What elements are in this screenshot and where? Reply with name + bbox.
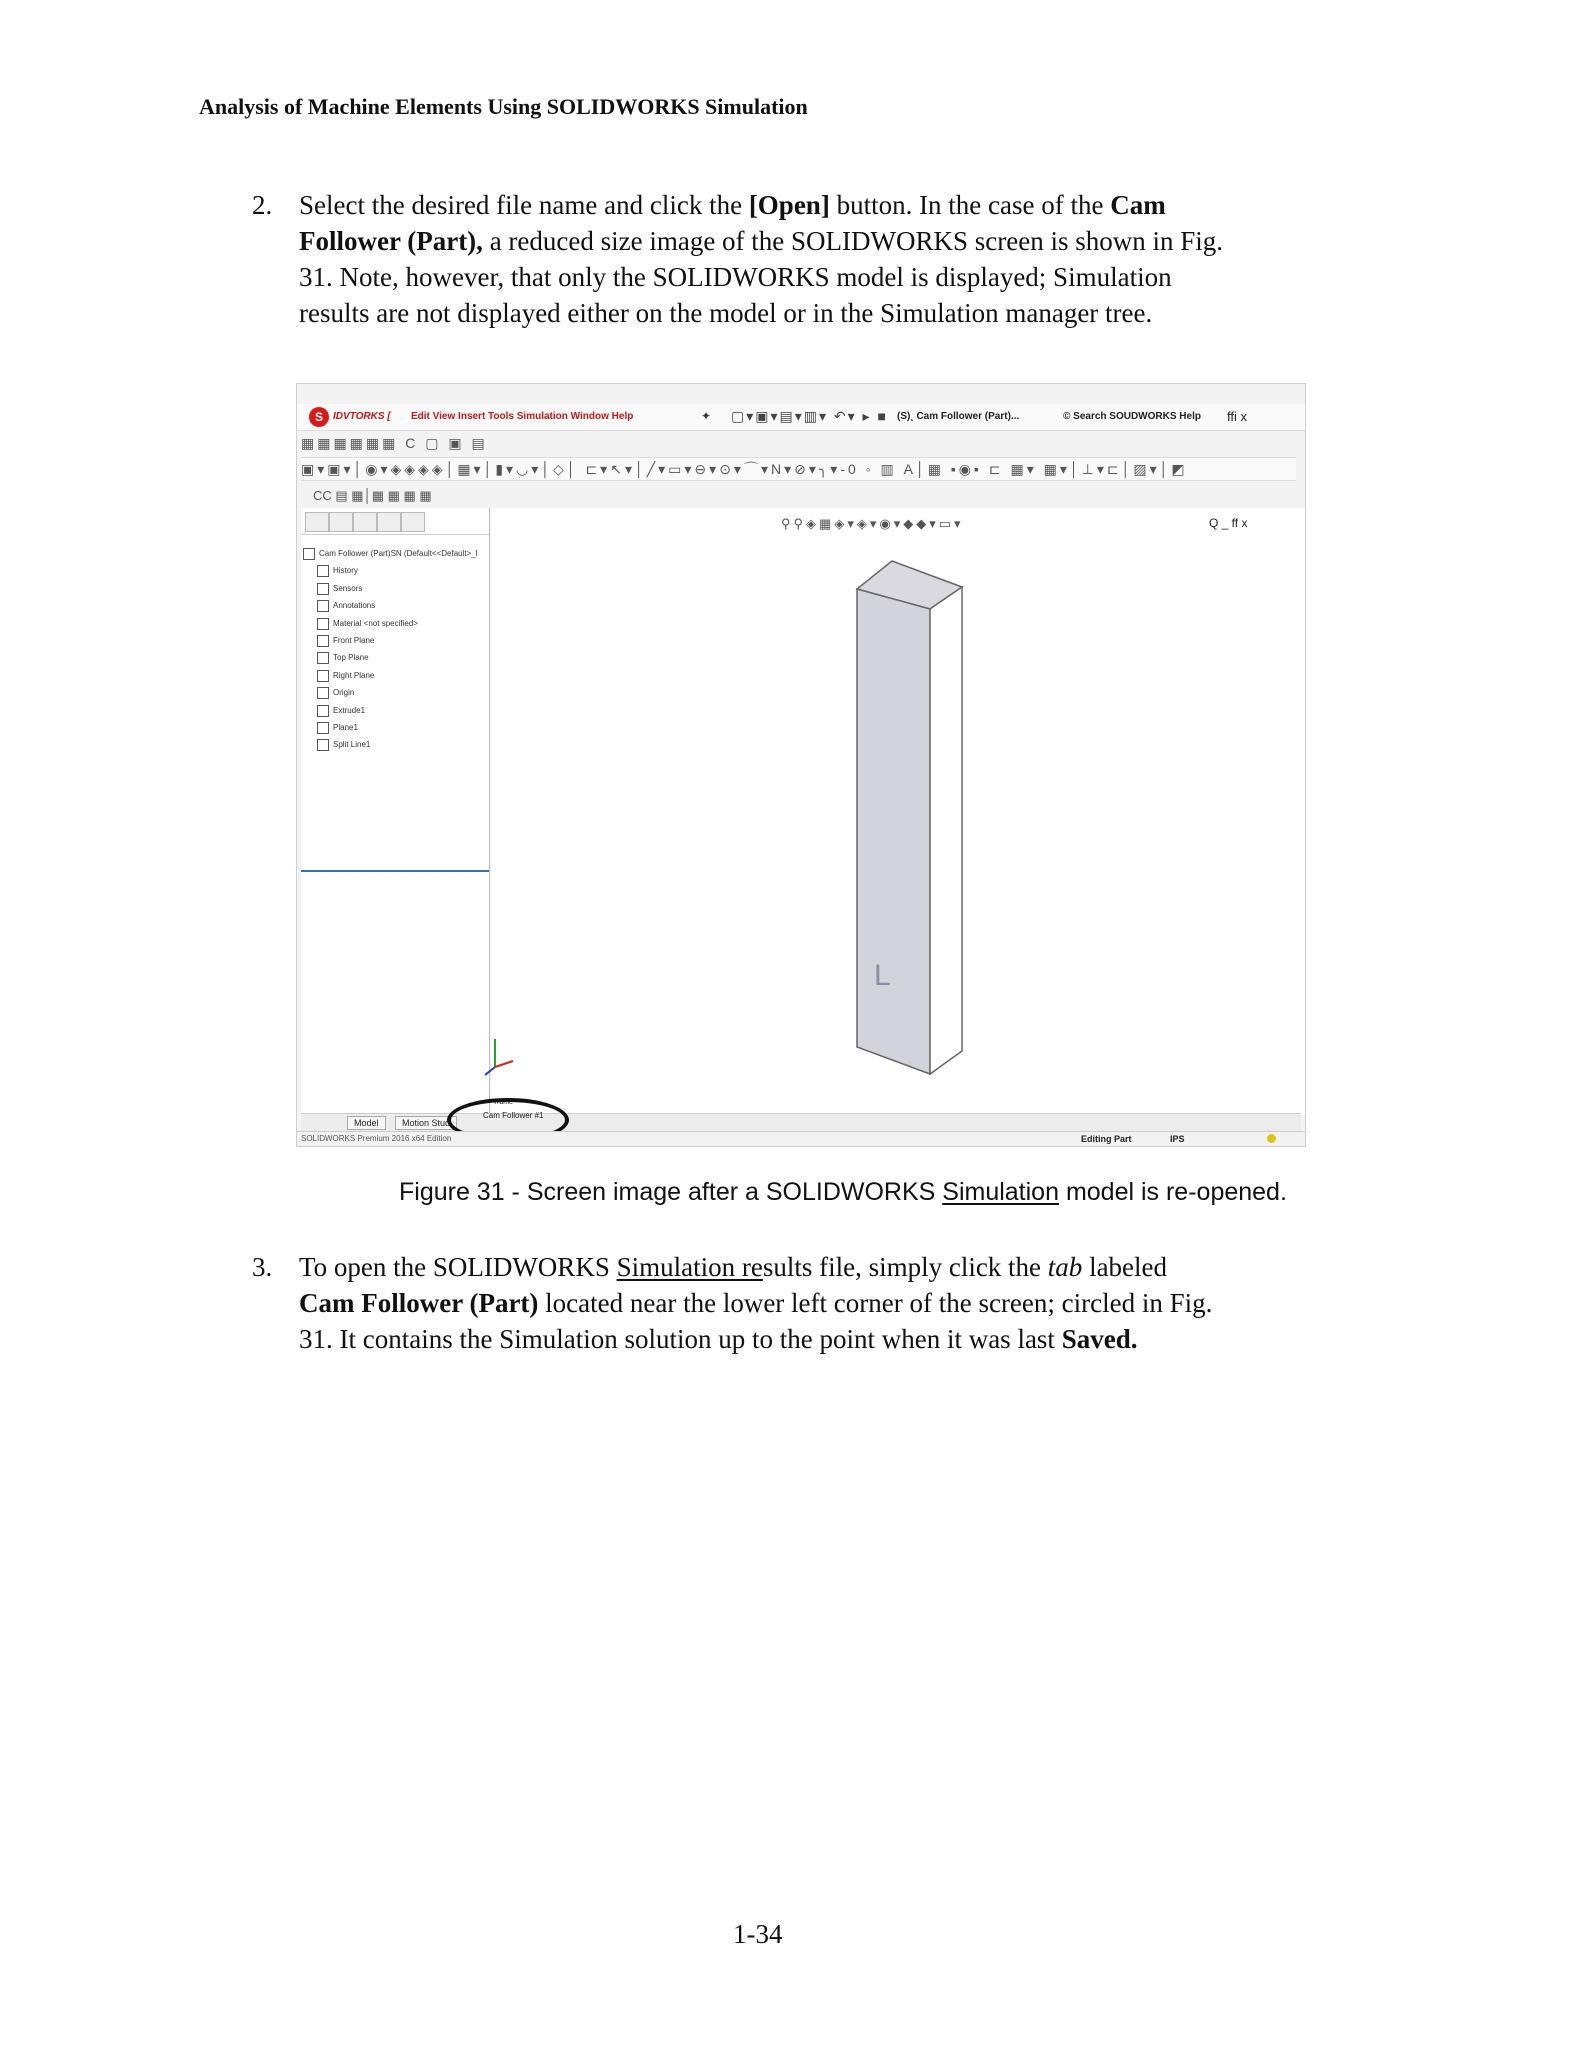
origin-icon — [317, 687, 329, 699]
part-side-face — [930, 587, 962, 1074]
tree-item-extrude1[interactable]: Extrude1 — [303, 705, 478, 722]
solidworks-screenshot — [296, 383, 1306, 1147]
step-3-number: 3. — [252, 1252, 273, 1282]
status-mode: Editing Part — [1081, 1134, 1132, 1144]
material-icon — [317, 618, 329, 630]
tab-cam-follower[interactable]: Cam Follower #1 — [483, 1111, 544, 1120]
solidworks-logo-icon: S — [309, 407, 329, 427]
status-edition: SOLIDWORKS Premium 2016 x64 Edition — [301, 1134, 452, 1143]
step-2 — [252, 187, 1229, 331]
coordinate-triad-icon — [481, 1033, 521, 1079]
panel-tabs — [301, 508, 489, 535]
viewport-controls[interactable]: Q _ ff x — [1209, 516, 1248, 530]
window-controls[interactable]: ffi x — [1227, 409, 1247, 424]
feature-tree — [303, 548, 478, 757]
toolbar-3-label[interactable]: CC ▤ ▦│▦ ▦ ▦ ▦ — [313, 488, 432, 503]
part-label: L — [874, 959, 891, 992]
panel-separator — [301, 870, 489, 872]
tree-root[interactable]: Cam Follower (Part)SN (Default<<Default>_l — [303, 548, 478, 565]
quick-access-toolbar[interactable]: ▢▾▣▾▤▾▥▾ ↶▾ ▸ ■ — [731, 408, 888, 424]
history-icon — [317, 565, 329, 577]
command-toolbar-1[interactable]: ▦▦▦▦▦▦ C ▢ ▣ ▤ — [301, 435, 488, 451]
figure-caption: Figure 31 - Screen image after a SOLIDWORKS Simulation model is re-opened. — [399, 1178, 1287, 1206]
tree-item-front-plane[interactable]: Front Plane — [303, 635, 478, 652]
plane-icon — [317, 635, 329, 647]
menu-bar — [297, 404, 1305, 431]
config-tab-icon[interactable] — [353, 512, 377, 532]
menu-items[interactable]: Edit View Insert Tools Simulation Window Help — [411, 411, 634, 422]
heads-up-view-toolbar[interactable]: ⚲⚲◈▦◈▾◈▾◉▾◆◆▾▭▾ — [781, 516, 964, 531]
property-tab-icon[interactable] — [329, 512, 353, 532]
annotations-icon — [317, 600, 329, 612]
sensors-icon — [317, 583, 329, 595]
plane-icon — [317, 722, 329, 734]
part-front-face — [857, 589, 930, 1074]
tree-item-top-plane[interactable]: Top Plane — [303, 652, 478, 669]
plane-icon — [317, 652, 329, 664]
tree-item-material[interactable]: Material <not specified> — [303, 618, 478, 635]
extrude-icon — [317, 705, 329, 717]
step-2-text: Select the desired file name and click the [Open] button. In the case of the Cam Follower (Part), a reduced size image of the SOLIDWORKS screen is shown in Fig. 31. Note, however, that only the SOLIDWORKS model is displayed; Simulation results are not displayed either on the model or in the Simulation manager tree. — [299, 190, 1224, 328]
status-indicator-icon — [1267, 1134, 1276, 1143]
command-toolbar-2[interactable]: ▣▾▣▾│◉▾◈◈◈◈│▦▾│▮▾◡▾│◇│ ⊏▾↖▾│╱▾▭▾⊖▾⊙▾⌒▾Ν▾⊘▾╮▾-0 ◦ ▥ A│▦ ▪◉▪ ⊏ ▦▾ ▦▾│⊥▾⊏│▨▾│◩ — [301, 457, 1296, 481]
display-tab-icon[interactable] — [401, 512, 425, 532]
status-units[interactable]: IPS — [1170, 1134, 1185, 1144]
tree-item-right-plane[interactable]: Right Plane — [303, 670, 478, 687]
tree-item-sensors[interactable]: Sensors — [303, 583, 478, 600]
tree-item-split-line1[interactable]: Split Line1 — [303, 739, 478, 756]
app-brand: IDVTORKS [ — [333, 411, 391, 422]
plane-icon — [317, 670, 329, 682]
tab-model[interactable]: Model — [347, 1116, 386, 1130]
timeline-label: Trame — [493, 1099, 513, 1106]
tree-item-origin[interactable]: Origin — [303, 687, 478, 704]
feature-tab-icon[interactable] — [305, 512, 329, 532]
running-header: Analysis of Machine Elements Using SOLIDWORKS Simulation — [199, 94, 808, 119]
step-3-text: To open the SOLIDWORKS Simulation results file, simply click the tab labeled Cam Follower (Part) located near the lower left corner of the screen; circled in Fig. 31. It contains the Simulation solution up to the point when it was last Saved. — [299, 1252, 1213, 1354]
tab-motion-study[interactable]: Motion Stud — [395, 1116, 457, 1130]
document-title: (S)¸ Cam Follower (Part)... — [897, 411, 1020, 422]
pin-icon[interactable]: ✦ — [701, 409, 712, 423]
feature-manager-panel — [301, 508, 490, 1114]
split-line-icon — [317, 739, 329, 751]
tree-item-history[interactable]: History — [303, 565, 478, 582]
page-number: 1-34 — [733, 1919, 783, 1949]
status-bar — [297, 1131, 1305, 1147]
step-3 — [252, 1249, 1229, 1357]
search-help[interactable]: © Search SOUDWORKS Help — [1063, 411, 1201, 422]
cam-follower-part[interactable] — [852, 559, 1002, 1079]
tree-item-plane1[interactable]: Plane1 — [303, 722, 478, 739]
step-2-number: 2. — [252, 190, 273, 220]
tree-item-annotations[interactable]: Annotations — [303, 600, 478, 617]
dimxpert-tab-icon[interactable] — [377, 512, 401, 532]
